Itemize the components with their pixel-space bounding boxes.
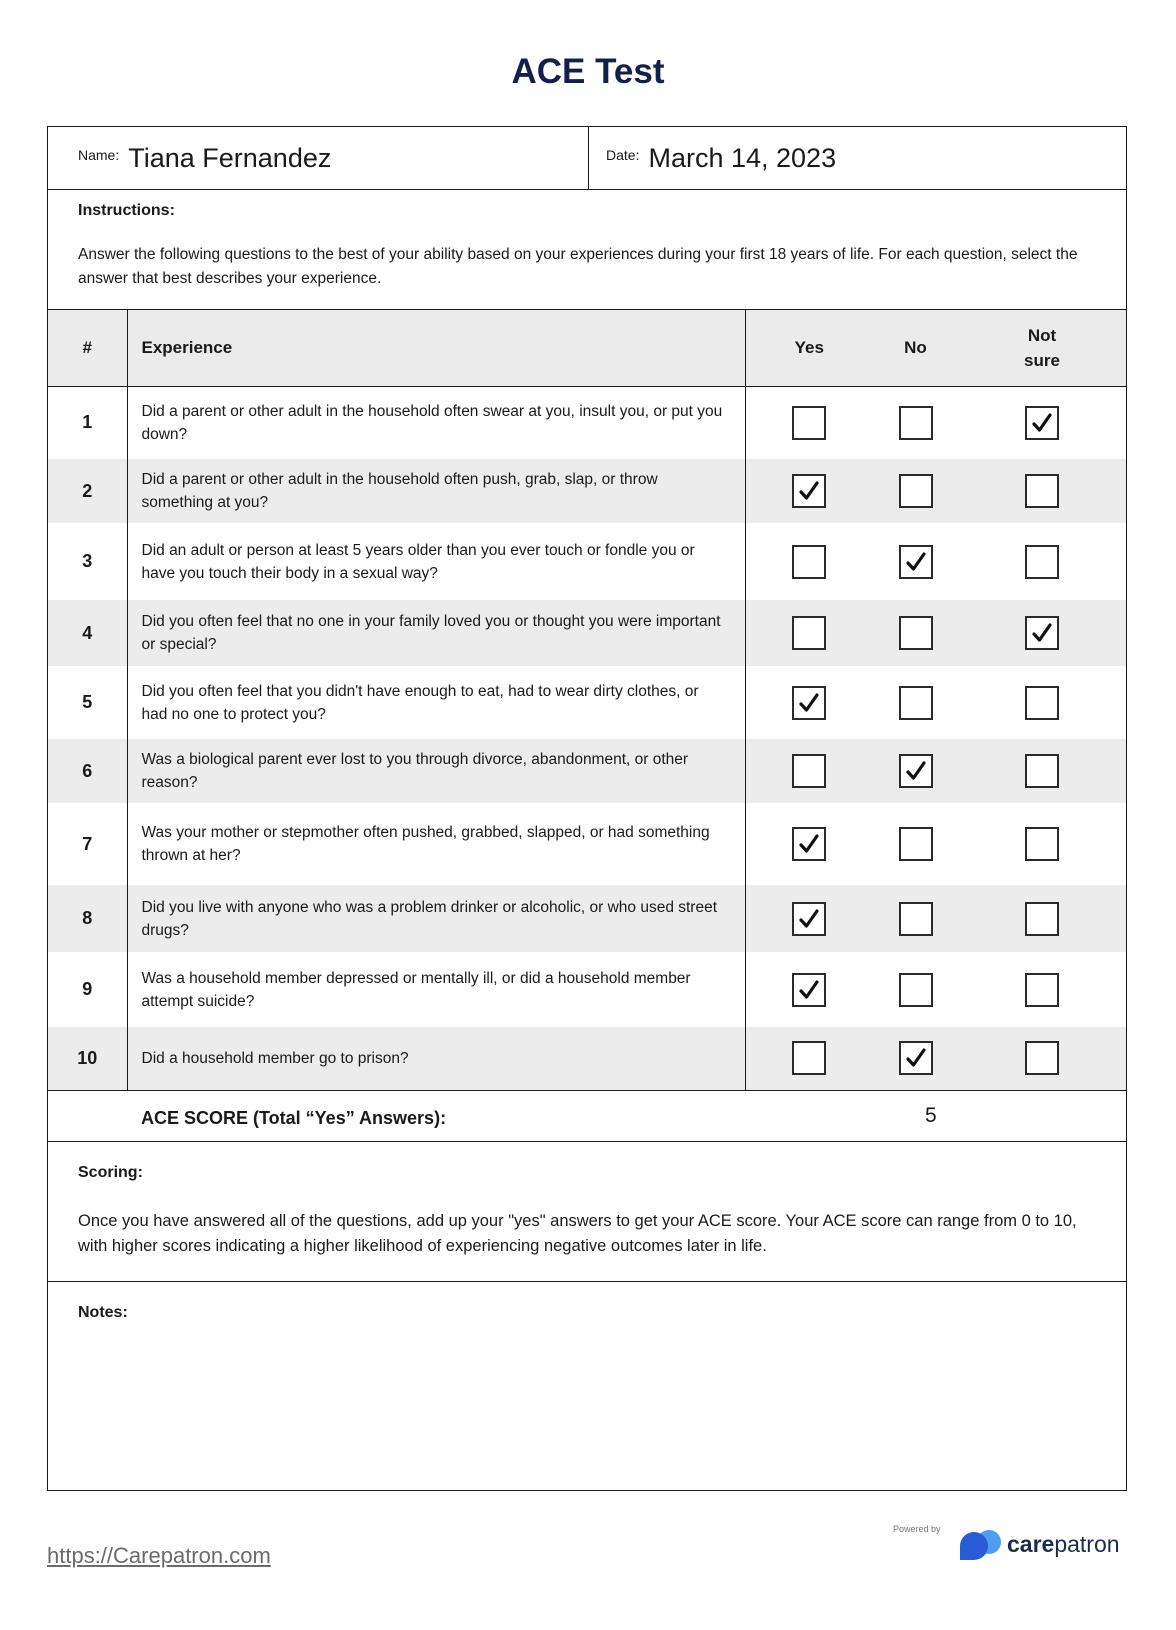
ace-questions-table <box>48 310 1126 1091</box>
yes-checkbox[interactable] <box>792 827 826 861</box>
checkmark-icon <box>797 978 821 1002</box>
no-cell <box>873 600 958 666</box>
yes-checkbox[interactable] <box>792 902 826 936</box>
scoring-section <box>48 1142 1126 1282</box>
header-not-sure: Not sure <box>958 310 1126 386</box>
not-sure-checkbox[interactable] <box>1025 827 1059 861</box>
checkmark-icon <box>904 550 928 574</box>
not-sure-cell <box>958 600 1126 666</box>
table-header-row <box>48 310 1126 386</box>
no-checkbox[interactable] <box>899 406 933 440</box>
carepatron-logo-icon <box>956 1528 1008 1562</box>
row-question: Did you often feel that no one in your family loved you or thought you were important or special? <box>127 600 745 666</box>
table-row <box>48 803 1126 885</box>
table-row <box>48 386 1126 459</box>
not-sure-cell <box>958 386 1126 459</box>
row-number: 10 <box>48 1027 127 1090</box>
ace-score-row <box>48 1091 1126 1142</box>
row-question: Was your mother or stepmother often pushed, grabbed, slapped, or had something thrown at her? <box>127 803 745 885</box>
not-sure-checkbox[interactable] <box>1025 616 1059 650</box>
not-sure-cell <box>958 666 1126 739</box>
not-sure-cell <box>958 523 1126 600</box>
header-no: No <box>873 310 958 386</box>
name-field[interactable] <box>48 127 589 189</box>
not-sure-cell <box>958 459 1126 523</box>
row-question: Did you live with anyone who was a problem drinker or alcoholic, or who used street drugs? <box>127 885 745 952</box>
not-sure-cell <box>958 803 1126 885</box>
row-question: Did a parent or other adult in the household often swear at you, insult you, or put you down? <box>127 386 745 459</box>
not-sure-cell <box>958 885 1126 952</box>
row-question: Was a household member depressed or mentally ill, or did a household member attempt suicide? <box>127 952 745 1027</box>
yes-cell <box>745 600 873 666</box>
date-label: Date: <box>606 147 640 163</box>
table-row <box>48 459 1126 523</box>
not-sure-checkbox[interactable] <box>1025 754 1059 788</box>
row-number: 1 <box>48 386 127 459</box>
row-number: 3 <box>48 523 127 600</box>
row-question: Did you often feel that you didn't have enough to eat, had to wear dirty clothes, or had no one to protect you? <box>127 666 745 739</box>
notes-heading: Notes: <box>78 1303 128 1321</box>
yes-cell <box>745 666 873 739</box>
not-sure-checkbox[interactable] <box>1025 545 1059 579</box>
not-sure-checkbox[interactable] <box>1025 902 1059 936</box>
not-sure-cell <box>958 739 1126 803</box>
yes-checkbox[interactable] <box>792 1041 826 1075</box>
row-question: Did an adult or person at least 5 years older than you ever touch or fondle you or have you touch their body in a sexual way? <box>127 523 745 600</box>
checkmark-icon <box>797 479 821 503</box>
row-number: 4 <box>48 600 127 666</box>
table-row <box>48 739 1126 803</box>
yes-cell <box>745 1027 873 1090</box>
notes-section[interactable] <box>48 1282 1126 1490</box>
no-cell <box>873 386 958 459</box>
table-row <box>48 885 1126 952</box>
checkmark-icon <box>1030 621 1054 645</box>
yes-checkbox[interactable] <box>792 474 826 508</box>
header-num: # <box>48 310 127 386</box>
yes-checkbox[interactable] <box>792 973 826 1007</box>
not-sure-checkbox[interactable] <box>1025 973 1059 1007</box>
no-cell <box>873 952 958 1027</box>
yes-cell <box>745 459 873 523</box>
header-yes: Yes <box>745 310 873 386</box>
checkmark-icon <box>904 1046 928 1070</box>
no-checkbox[interactable] <box>899 474 933 508</box>
page-title: ACE Test <box>511 52 665 91</box>
checkmark-icon <box>1030 411 1054 435</box>
checkmark-icon <box>797 691 821 715</box>
yes-cell <box>745 386 873 459</box>
row-question: Did a parent or other adult in the household often push, grab, slap, or throw something at you? <box>127 459 745 523</box>
row-question: Was a biological parent ever lost to you through divorce, abandonment, or other reason? <box>127 739 745 803</box>
no-cell <box>873 1027 958 1090</box>
no-checkbox[interactable] <box>899 827 933 861</box>
row-number: 7 <box>48 803 127 885</box>
powered-by-label: Powered by <box>893 1524 941 1534</box>
row-number: 5 <box>48 666 127 739</box>
ace-score-value[interactable]: 5 <box>925 1103 937 1127</box>
table-row <box>48 666 1126 739</box>
carepatron-link[interactable]: https://Carepatron.com <box>47 1543 271 1568</box>
checkmark-icon <box>904 759 928 783</box>
yes-checkbox[interactable] <box>792 406 826 440</box>
scoring-heading: Scoring: <box>78 1163 143 1181</box>
row-number: 2 <box>48 459 127 523</box>
ace-form <box>47 126 1127 1491</box>
name-value: Tiana Fernandez <box>128 142 332 173</box>
yes-checkbox[interactable] <box>792 686 826 720</box>
name-date-row <box>48 127 1126 190</box>
not-sure-cell <box>958 952 1126 1027</box>
not-sure-checkbox[interactable] <box>1025 1041 1059 1075</box>
table-row <box>48 952 1126 1027</box>
date-value: March 14, 2023 <box>648 142 837 173</box>
ace-score-label: ACE SCORE (Total “Yes” Answers): <box>141 1107 447 1128</box>
yes-cell <box>745 739 873 803</box>
no-cell <box>873 523 958 600</box>
no-cell <box>873 885 958 952</box>
no-checkbox[interactable] <box>899 686 933 720</box>
no-checkbox[interactable] <box>899 754 933 788</box>
no-cell <box>873 666 958 739</box>
row-number: 8 <box>48 885 127 952</box>
date-field[interactable] <box>589 127 1126 189</box>
carepatron-wordmark: carepatron <box>1007 1531 1120 1557</box>
no-cell <box>873 459 958 523</box>
header-experience: Experience <box>127 310 745 386</box>
row-number: 6 <box>48 739 127 803</box>
row-number: 9 <box>48 952 127 1027</box>
table-row <box>48 1027 1126 1090</box>
name-label: Name: <box>78 147 120 163</box>
no-checkbox[interactable] <box>899 545 933 579</box>
table-row <box>48 600 1126 666</box>
checkmark-icon <box>797 907 821 931</box>
no-checkbox[interactable] <box>899 902 933 936</box>
not-sure-cell <box>958 1027 1126 1090</box>
row-question: Did a household member go to prison? <box>127 1027 745 1090</box>
not-sure-checkbox[interactable] <box>1025 686 1059 720</box>
no-checkbox[interactable] <box>899 616 933 650</box>
instructions-heading: Instructions: <box>78 202 175 219</box>
yes-checkbox[interactable] <box>792 754 826 788</box>
table-row <box>48 523 1126 600</box>
not-sure-checkbox[interactable] <box>1025 406 1059 440</box>
yes-cell <box>745 803 873 885</box>
carepatron-brand <box>893 1524 1127 1564</box>
yes-checkbox[interactable] <box>792 545 826 579</box>
not-sure-checkbox[interactable] <box>1025 474 1059 508</box>
instructions-section <box>48 190 1126 310</box>
yes-checkbox[interactable] <box>792 616 826 650</box>
yes-cell <box>745 952 873 1027</box>
yes-cell <box>745 523 873 600</box>
scoring-text: Once you have answered all of the questions, add up your "yes" answers to get your ACE score. Your ACE score can range from 0 to 10, with higher scores indicating a higher likelihood of experiencing negative outcomes later in life. <box>78 1211 1077 1255</box>
yes-cell <box>745 885 873 952</box>
no-cell <box>873 739 958 803</box>
no-checkbox[interactable] <box>899 973 933 1007</box>
no-checkbox[interactable] <box>899 1041 933 1075</box>
instructions-text: Answer the following questions to the best of your ability based on your experiences during your first 18 years of life. For each question, select the answer that best describes your experience. <box>78 246 1078 287</box>
no-cell <box>873 803 958 885</box>
checkmark-icon <box>797 832 821 856</box>
